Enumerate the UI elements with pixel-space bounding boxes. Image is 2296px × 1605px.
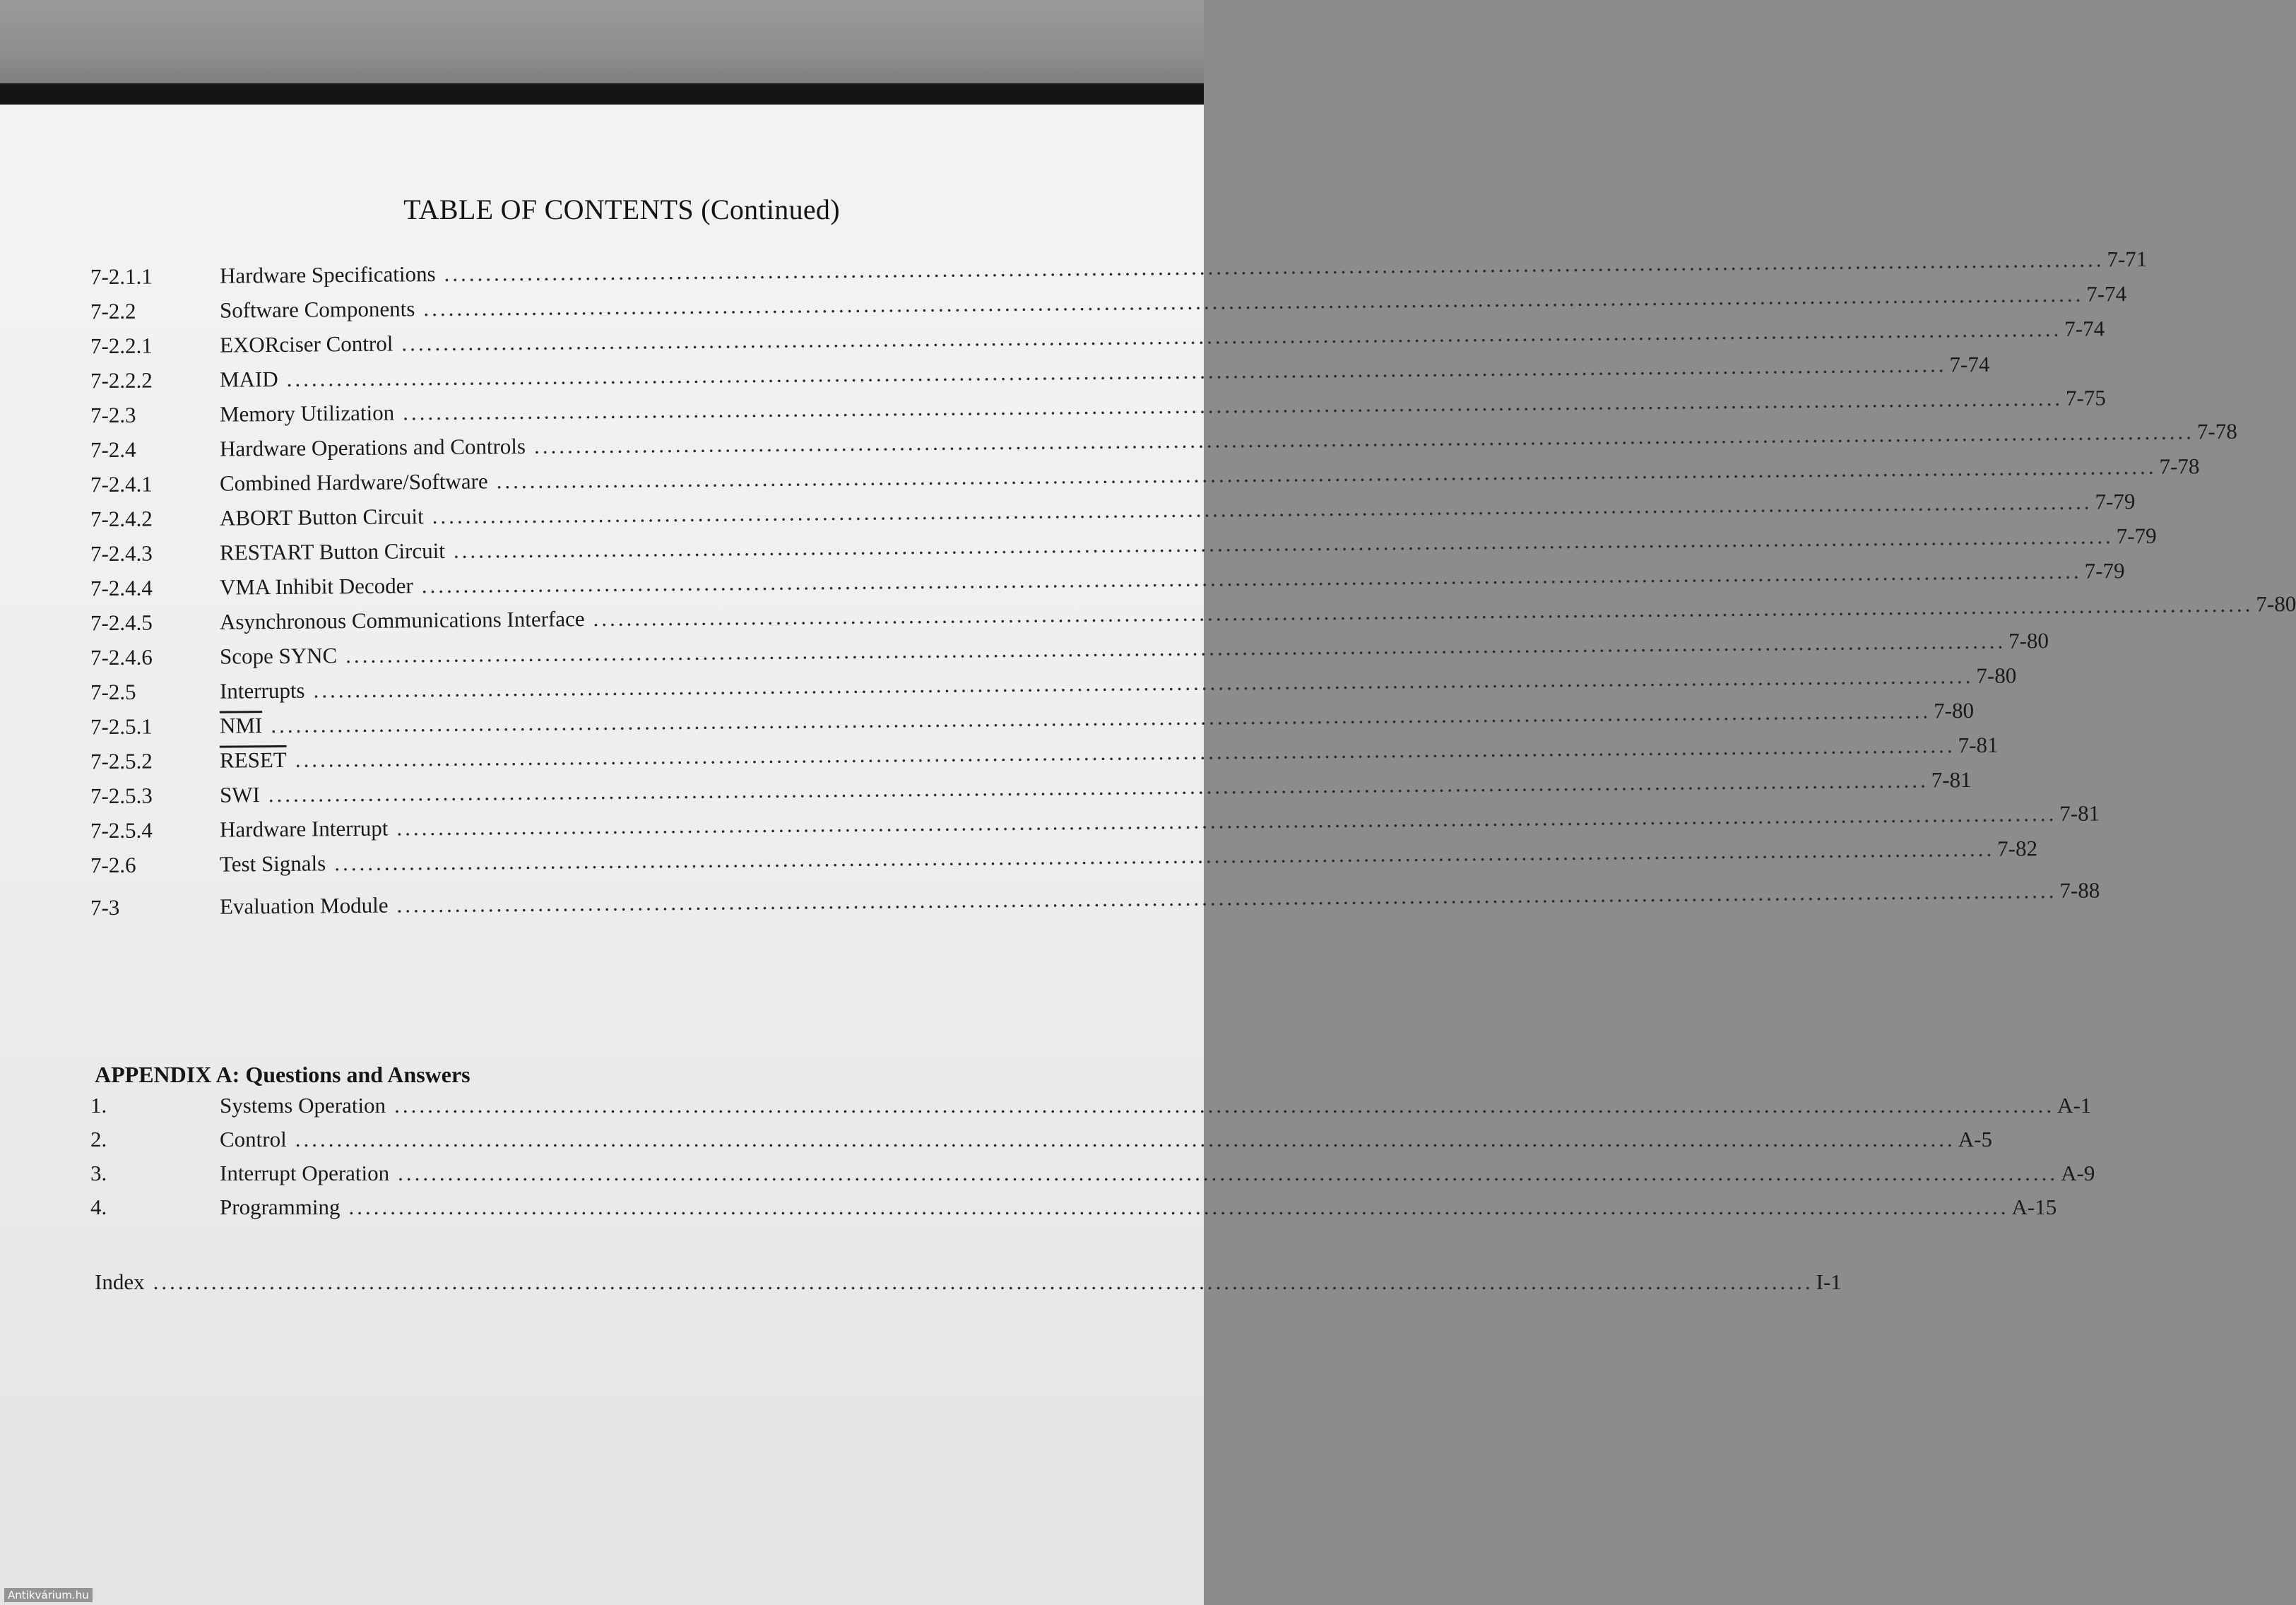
- toc-entry: [90, 351, 1990, 396]
- toc-entry: [90, 246, 2148, 292]
- toc-leader: ........................................................................................................................................................................................................: [402, 385, 2064, 425]
- document-page: [0, 105, 2296, 1605]
- toc-leader: ........................................................................................................................................................................................................: [396, 800, 2057, 841]
- toc-entry-page: A-5: [1958, 1127, 1992, 1151]
- toc-entry: [90, 836, 2038, 880]
- toc-entry-page: A-9: [2061, 1161, 2095, 1185]
- toc-leader: ........................................................................................................................................................................................................: [271, 698, 1931, 738]
- toc-entry-title: Control: [220, 1127, 287, 1151]
- toc-leader: ........................................................................................................................................................................................................: [593, 591, 2254, 632]
- toc-entry-title: RESET: [219, 747, 287, 773]
- toc-entry-number: 7-2.2: [90, 298, 136, 324]
- toc-entry-number: 3.: [90, 1161, 107, 1185]
- toc-entry-number: 7-2.4.2: [90, 506, 153, 532]
- toc-leader: ........................................................................................................................................................................................................: [334, 836, 1995, 876]
- toc-entry-title: RESTART Button Circuit: [219, 538, 446, 565]
- toc-entry-number: 7-2.5: [90, 679, 136, 705]
- toc-entry-title: Hardware Specifications: [219, 261, 436, 288]
- page-edge-shadow: [0, 83, 1204, 107]
- toc-entry-page: 7-82: [1997, 836, 2038, 861]
- toc-entry-title: Systems Operation: [220, 1093, 386, 1118]
- toc-entry: [90, 767, 1972, 811]
- toc-entry-title: $\overline{NMI}$: [219, 713, 263, 738]
- index-page: I-1: [1816, 1269, 1842, 1294]
- toc-entry: [90, 877, 2100, 923]
- toc-entry: [90, 591, 2296, 638]
- appendix-entry: [90, 1091, 2092, 1120]
- toc-entry-title: Evaluation Module: [219, 892, 389, 919]
- toc-leader: ........................................................................................................................................................................................................: [348, 1195, 2009, 1219]
- toc-entry: [90, 732, 1999, 776]
- toc-entry-page: A-1: [2057, 1093, 2092, 1118]
- toc-entry-title: Software Components: [219, 296, 415, 323]
- toc-entry: [90, 489, 2136, 534]
- toc-entry-page: 7-79: [2116, 523, 2157, 549]
- toc-entry-number: 7-2.6: [90, 852, 136, 878]
- toc-leader: ........................................................................................................................................................................................................: [423, 281, 2084, 321]
- toc-leader: ........................................................................................................................................................................................................: [153, 1269, 1813, 1294]
- toc-entry-page: 7-79: [2084, 558, 2125, 584]
- toc-leader: ........................................................................................................................................................................................................: [394, 1093, 2055, 1118]
- toc-entry-page: 7-88: [2059, 877, 2100, 903]
- toc-leader: ........................................................................................................................................................................................................: [295, 1127, 1955, 1151]
- toc-entry-number: 7-2.5.2: [90, 748, 153, 774]
- toc-entry-title: EXORciser Control: [219, 331, 393, 357]
- toc-entry-page: 7-74: [1949, 351, 1990, 377]
- toc-entry-number: 7-2.4.3: [90, 540, 153, 567]
- toc-entry-title: Test Signals: [219, 851, 326, 877]
- toc-entry-title: Asynchronous Communications Interface: [219, 606, 585, 634]
- toc-leader: ........................................................................................................................................................................................................: [345, 628, 2006, 668]
- toc-entry: [90, 698, 1975, 742]
- toc-entry: [90, 385, 2106, 430]
- toc-entry-title: ABORT Button Circuit: [219, 504, 424, 531]
- toc-entry: [90, 316, 2105, 361]
- toc-entry-number: 4.: [90, 1195, 107, 1219]
- toc-leader: ........................................................................................................................................................................................................: [295, 733, 1955, 772]
- toc-entry-page: 7-78: [2196, 418, 2237, 444]
- toc-entry-page: 7-81: [1958, 732, 1999, 758]
- toc-entry: [90, 281, 2127, 326]
- toc-entry-number: 7-2.2.1: [90, 333, 153, 359]
- toc-entry-title: Memory Utilization: [219, 400, 395, 427]
- toc-entry-number: 7-2.4.4: [90, 575, 153, 601]
- toc-leader: ........................................................................................................................................................................................................: [432, 489, 2093, 529]
- toc-entry-page: 7-81: [1931, 767, 1972, 793]
- toc-leader: ........................................................................................................................................................................................................: [496, 454, 2157, 494]
- toc-entry-page: 7-80: [1934, 698, 1975, 723]
- toc-entry: [90, 663, 2017, 707]
- toc-entry-page: 7-78: [2159, 454, 2200, 479]
- toc-entry-page: 7-74: [2064, 316, 2105, 341]
- toc-leader: ........................................................................................................................................................................................................: [421, 558, 2082, 598]
- toc-entry-page: 7-81: [2059, 800, 2100, 826]
- toc-leader: ........................................................................................................................................................................................................: [396, 877, 2057, 918]
- toc-entry-number: 7-2.5.4: [90, 817, 153, 843]
- toc-entry-title: Combined Hardware/Software: [219, 468, 488, 496]
- toc-entry-page: 7-74: [2086, 281, 2127, 307]
- toc-entry-number: 7-2.4.1: [90, 471, 153, 497]
- toc-leader: ........................................................................................................................................................................................................: [444, 247, 2105, 286]
- toc-leader: ........................................................................................................................................................................................................: [268, 767, 1929, 807]
- toc-entry-title: Hardware Operations and Controls: [219, 433, 526, 461]
- toc-leader: ........................................................................................................................................................................................................: [401, 316, 2062, 356]
- toc-entry-title: SWI: [219, 782, 260, 807]
- background-top: [0, 0, 1204, 88]
- toc-leader: ........................................................................................................................................................................................................: [286, 352, 1947, 391]
- toc-entry-number: 7-2.4.6: [90, 644, 153, 670]
- toc-entry: [90, 523, 2157, 569]
- appendix-heading: APPENDIX A: Questions and Answers: [95, 1062, 471, 1087]
- index-title: Index: [95, 1269, 145, 1294]
- toc-entry: [90, 628, 2049, 673]
- toc-leader: ........................................................................................................................................................................................................: [453, 523, 2114, 563]
- appendix-entry: [90, 1125, 1992, 1154]
- toc-entry: [90, 454, 2200, 499]
- watermark: Antikvárium.hu: [4, 1588, 93, 1602]
- toc-entry-title: Scope SYNC: [219, 643, 338, 669]
- appendix-entry: [90, 1159, 2095, 1188]
- toc-entry: [90, 558, 2125, 603]
- toc-entry-number: 7-3: [90, 894, 120, 920]
- toc-entry-page: 7-80: [1976, 663, 2017, 688]
- toc-entry-number: 2.: [90, 1127, 107, 1151]
- toc-entry-title: Interrupts: [219, 677, 305, 704]
- appendix-entry: [90, 1193, 2057, 1221]
- toc-leader: ........................................................................................................................................................................................................: [398, 1161, 2059, 1185]
- toc-entry-page: 7-80: [2008, 628, 2049, 653]
- toc-entry-number: 7-2.2.2: [90, 367, 153, 393]
- toc-entry-page: A-15: [2011, 1195, 2057, 1219]
- page-title: TABLE OF CONTENTS (Continued): [403, 194, 840, 225]
- toc-entry-number: 7-2.1.1: [90, 263, 153, 290]
- toc-leader: ........................................................................................................................................................................................................: [313, 663, 1974, 703]
- toc-entry-title: Hardware Interrupt: [219, 815, 389, 842]
- toc-entry-number: 7-2.4: [90, 437, 136, 463]
- toc-entry-title: MAID: [219, 366, 278, 392]
- toc-entry-number: 1.: [90, 1093, 107, 1118]
- toc-entry-number: 7-2.4.5: [90, 610, 153, 636]
- toc-entry-page: 7-71: [2107, 246, 2148, 272]
- toc-entry-number: 7-2.5.3: [90, 783, 153, 809]
- toc-entry-page: 7-75: [2065, 385, 2106, 410]
- toc-entry-number: 7-2.3: [90, 402, 136, 428]
- toc-entry-title: Programming: [220, 1195, 341, 1219]
- toc-leader: ........................................................................................................................................................................................................: [533, 419, 2195, 458]
- index-entry: [95, 1268, 1842, 1296]
- toc-entry-number: 7-2.5.1: [90, 713, 153, 740]
- toc-entry-title: VMA Inhibit Decoder: [219, 573, 413, 600]
- toc-entry: [90, 418, 2237, 465]
- toc-entry-page: 7-80: [2256, 591, 2296, 617]
- toc-entry-page: 7-79: [2095, 489, 2136, 514]
- toc-entry: [90, 800, 2100, 846]
- toc-entry-title: Interrupt Operation: [220, 1161, 390, 1185]
